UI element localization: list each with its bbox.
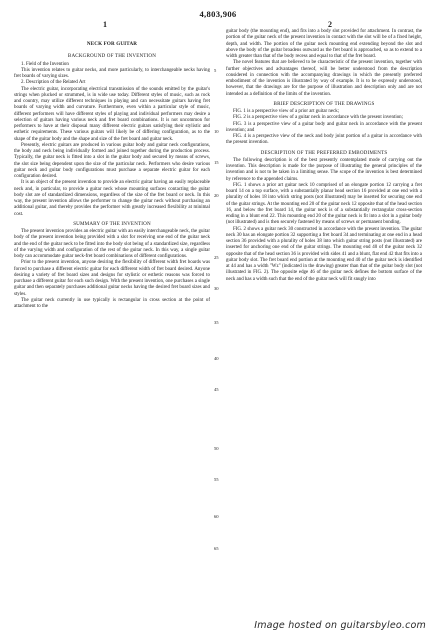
- line-number: 20: [214, 193, 219, 198]
- line-number: 25: [214, 255, 219, 260]
- line-number: 10: [214, 129, 219, 134]
- left-column: [14, 29, 210, 310]
- prior-art-paragraph: It is an object of the present invention to provide an electric guitar having an easily replaceable neck and, in particular, to provide a guitar neck whose mounting surfaces contacting the guitar body slot are of standardized dimensions, regardless of the size of the fret board or neck. In this way, the present invention allows the performer to change the guitar neck without purchasing an additional guitar, and thereby provides the performer with greatly increased flexibility at minimal cost.: [14, 180, 210, 217]
- prior-art-paragraph: The electric guitar, incorporating electrical transmission of the sounds emitted by the guitar's strings when plucked or strummed, is in wide use today. Different styles of music, such as rock and country, may utilize different techniques in playing and can necessitate guitars having fret boards of varying width and curvature. Furthermore, even within a particular style of music, different performers will have different styles of playing and individual performers may desire a selection of guitars having various neck and fret board combinations. It is not uncommon for performers to have at their disposal many different electric guitars satisfying their stylistic and esthetic requirements. These various guitars will likely be of differing configuration, as to the shape of the guitar body and the shape and size of the fret board and guitar neck.: [14, 86, 210, 142]
- prior-art-heading: 2. Description of the Related Art: [21, 80, 86, 86]
- embodiment-paragraph: FIG. 1 shows a prior art guitar neck 10 comprised of an elongate portion 12 carrying a fret board 14 on a top surface, with a substantially planar head section 16 provided at one end with a plurality of holes 18 into which string posts (not illustrated) may be inserted for securing one end of the guitar strings. At the mounting end 20 of the guitar neck 12 opposite that of the head section 16, and below the fret board 14, the guitar neck is of a substantially rectangular cross-section ending in a blunt end 22. This mounting end 20 of the guitar neck is fit into a slot in a guitar body (not illustrated) and is then securely fastened by means of screws or permanent bonding.: [226, 182, 422, 226]
- background-heading: BACKGROUND OF THE INVENTION: [67, 53, 157, 60]
- figure-description: FIG. 3 is a perspective view of a guitar body and guitar neck in accordance with the present invention; and: [226, 121, 422, 133]
- body-paragraph: guitar body (the mounting end), and fits into a body slot provided for attachment. In contrast, the portion of the guitar neck of the present invention in contact with the slot will be of a fixed height, depth, and width. The portion of the guitar neck mounting end extending beyond the slot and above the body of the guitar broadens outward as the fret board is approached, so as to extend to a width greater than that of the body recess and equal to that of the fret board.: [226, 29, 422, 59]
- margin-line-numbers: [214, 29, 224, 589]
- line-number: 40: [214, 356, 219, 361]
- summary-heading: SUMMARY OF THE INVENTION: [73, 220, 151, 227]
- patent-number: 4,803,906: [199, 9, 237, 19]
- embodiment-paragraph: The following description is of the best presently contemplated mode of carrying out the invention. This description is made for the purpose of illustrating the general principles of the invention and is not to be taken in a limiting sense. The scope of the invention is best determined by reference to the appended claims.: [226, 157, 422, 182]
- preferred-embodiments-heading: DESCRIPTION OF THE PREFERRED EMBODIMENTS: [260, 149, 388, 156]
- line-number: 5: [214, 68, 217, 73]
- line-number: 50: [214, 446, 219, 451]
- line-number: 45: [214, 387, 219, 392]
- column-number-right: 2: [328, 20, 332, 29]
- body-paragraph: The novel features that are believed to be characteristic of the present invention, together with further objectives and advantages thereof, will be better understood from the description considered in connection with the accompanying drawings in which the presently preferred embodiment of the invention is illustrated by way of example. It is to be expressly understood, however, that the drawings are for the purpose of illustration and description only and are not intended as a definition of the limits of the invention.: [226, 60, 422, 97]
- field-text: This invention relates to guitar necks, and more particularly, to interchangeable necks having fret boards of varying sizes.: [14, 67, 210, 80]
- summary-paragraph: The guitar neck currently in use typically is rectangular in cross section at the point of attachment to the: [14, 297, 210, 310]
- line-number: 15: [214, 160, 219, 165]
- line-number: 60: [214, 514, 219, 519]
- figure-description: FIG. 4 is a perspective view of the neck and body joint portion of a guitar in accordance with the present invention.: [226, 134, 422, 146]
- summary-paragraph: Prior to the present invention, anyone desiring the flexibility of different width fret boards was forced to purchase a different electric guitar for each different width of fret board desired. Anyone desiring a variety of fret board sizes and designs for stylistic or esthetic reasons was forced to purchase a different guitar for each such design. With the present invention, one purchases a single guitar and then separately purchases additional guitar necks having the desired fret board sizes and styles.: [14, 260, 210, 297]
- line-number: 30: [214, 286, 219, 291]
- embodiment-paragraph: FIG. 2 shows a guitar neck 30 constructed in accordance with the present invention. The guitar neck 30 has an elongate portion 32 supporting a fret board 34 and terminating at one end in a head section 36 provided with a plurality of holes 38 into which guitar string posts (not illustrated) are inserted for anchoring one end of the guitar strings. The mounting end 40 of the guitar neck 32 opposite that of the head section 36 is provided with sides 41 and a blunt, flat end 42 that fits into a guitar body slot. The fret board end portion at the mounting end 40 of the guitar neck is identified at 44 and has a width "Wz" (indicated in the drawing) greater than that of the guitar body slot (not illustrated in FIG. 2). The opposite edge 46 of the guitar neck defines the bottom surface of the neck and has a width such that the end of the guitar neck will fit snugly into: [226, 226, 422, 282]
- line-number: 65: [214, 546, 219, 551]
- figure-description: FIG. 2 is a perspective view of a guitar neck in accordance with the present invention;: [233, 115, 404, 121]
- line-number: 35: [214, 320, 219, 325]
- line-number: 55: [214, 477, 219, 482]
- drawings-heading: BRIEF DESCRIPTION OF THE DRAWINGS: [273, 100, 375, 107]
- watermark-text: Image hosted on guitarsbyleo.com: [254, 620, 426, 631]
- figure-description: FIG. 1 is a perspective view of a prior art guitar neck;: [233, 109, 340, 115]
- document-title: NECK FOR GUITAR: [86, 41, 138, 47]
- column-number-left: 1: [103, 20, 107, 29]
- field-heading: 1. Field of the Invention: [21, 61, 69, 67]
- summary-paragraph: The present invention provides an electric guitar with an easily interchangeable neck, the guitar body of the present invention being provided with a slot for receiving one end of the guitar neck and the end of the guitar neck to be fitted into the body slot being of a standardized size, regardless of the varying width and configuration of the rest of the guitar neck. In this way, a single guitar body can accommodate guitar neck-fret board combinations of different configurations.: [14, 229, 210, 260]
- prior-art-paragraph: Presently, electric guitars are produced in various guitar body and guitar neck configurations, the body and neck being individually formed and joined together during the production process. Typically, the guitar neck is fitted into a slot in the guitar body and secured by means of screws, the slot size being dependent upon the size of the particular neck. Performers who desire various guitar neck and guitar body configurations must purchase a separate electric guitar for each configuration desired.: [14, 142, 210, 180]
- right-column: [226, 29, 422, 283]
